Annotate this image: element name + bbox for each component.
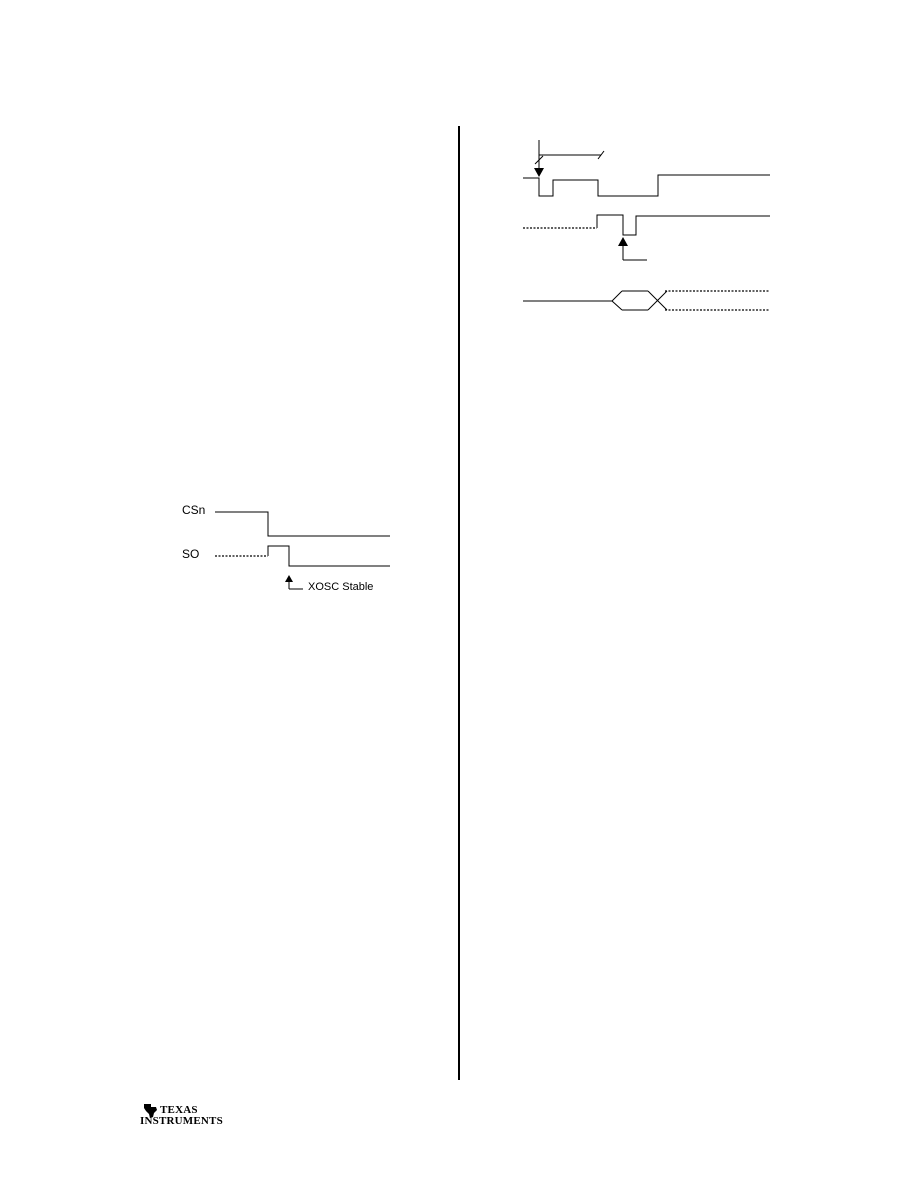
right-timing-diagram [515,140,775,315]
signal-3-bus [523,291,770,310]
xosc-stable-label: XOSC Stable [308,581,374,593]
signal-2-arrow [618,237,647,260]
up-arrow-icon [285,575,293,582]
left-timing-diagram [180,498,395,598]
logo-line-2: INSTRUMENTS [140,1115,223,1127]
down-arrow-icon [534,168,544,177]
column-divider [458,126,460,1080]
so-label: SO [182,547,200,561]
texas-instruments-logo [138,1102,223,1134]
up-arrow-icon [618,237,628,246]
logo-line-1: TEXAS [160,1104,198,1116]
csn-label: CSn [182,503,206,517]
xosc-stable-arrow [285,575,303,589]
csn-waveform [215,512,390,536]
signal-1-waveform [523,175,770,196]
interval-marker [534,140,604,177]
signal-2-waveform [597,215,770,235]
so-waveform [268,546,390,566]
